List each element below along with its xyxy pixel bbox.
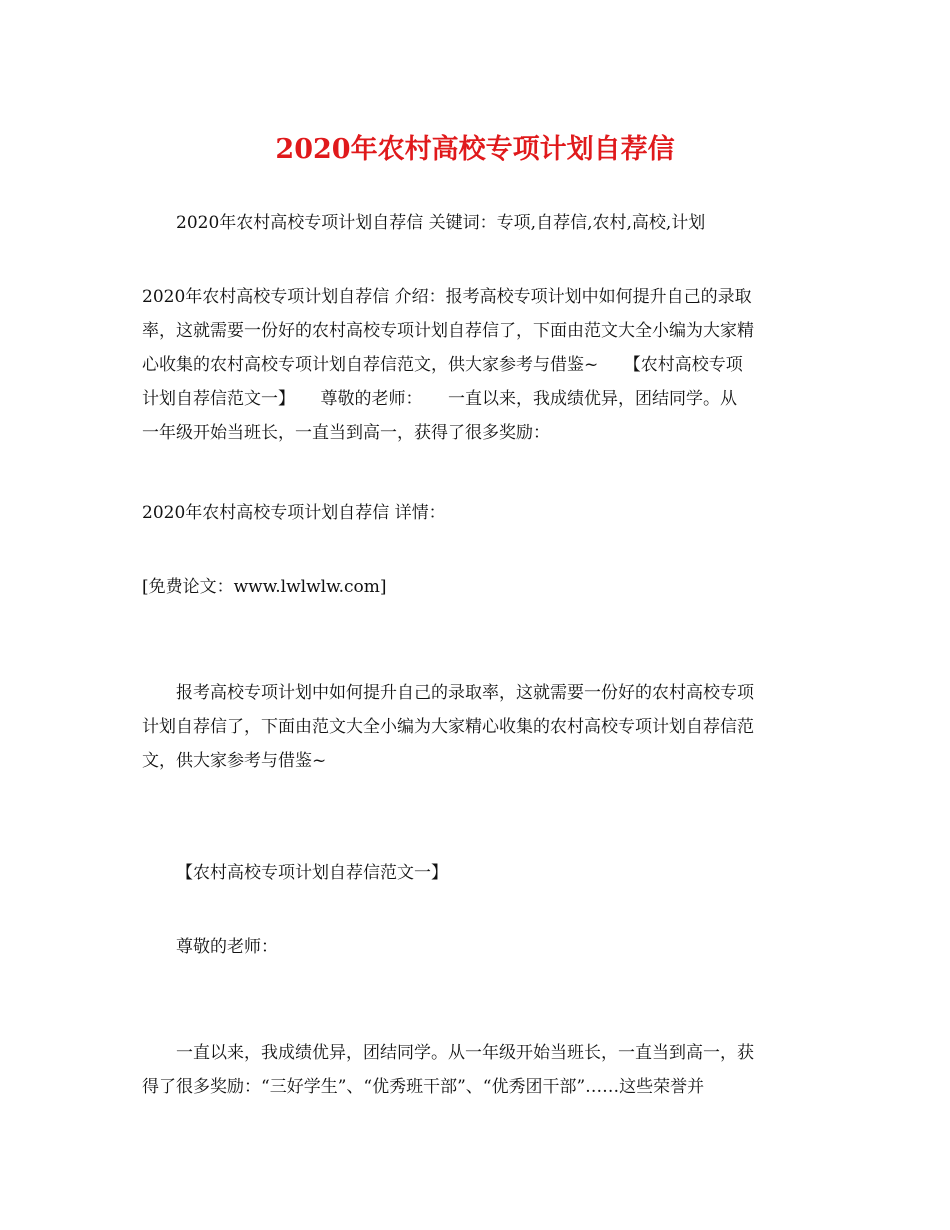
keywords-line: 2020年农村高校专项计划自荐信 关键词：专项,自荐信,农村,高校,计划 bbox=[176, 213, 706, 233]
paragraph-line: 计划自荐信了，下面由范文大全小编为大家精心收集的农村高校专项计划自荐信范 bbox=[142, 717, 754, 737]
document-title: 2020年农村高校专项计划自荐信 bbox=[275, 134, 675, 165]
intro-block bbox=[142, 280, 812, 450]
paragraph-line: 得了很多奖励：“三好学生”、“优秀班干部”、“优秀团干部”……这些荣誉并 bbox=[142, 1077, 705, 1097]
section-heading-block bbox=[142, 856, 812, 890]
paragraph-1 bbox=[142, 676, 812, 778]
intro-line: 一年级开始当班长，一直当到高一，获得了很多奖励： bbox=[142, 423, 550, 443]
intro-line: 心收集的农村高校专项计划自荐信范文，供大家参考与借鉴~ 【农村高校专项 bbox=[142, 355, 743, 375]
source-block bbox=[142, 570, 812, 604]
keywords-block bbox=[142, 206, 812, 240]
details-block bbox=[142, 496, 812, 530]
section-heading: 【农村高校专项计划自荐信范文一】 bbox=[176, 863, 448, 883]
paragraph-2 bbox=[142, 1036, 812, 1104]
details-line: 2020年农村高校专项计划自荐信 详情： bbox=[142, 503, 446, 523]
paragraph-line: 报考高校专项计划中如何提升自己的录取率，这就需要一份好的农村高校专项 bbox=[176, 683, 754, 703]
intro-line: 2020年农村高校专项计划自荐信 介绍：报考高校专项计划中如何提升自己的录取 bbox=[142, 287, 752, 307]
intro-line: 率，这就需要一份好的农村高校专项计划自荐信了，下面由范文大全小编为大家精 bbox=[142, 321, 754, 341]
paragraph-line: 一直以来，我成绩优异，团结同学。从一年级开始当班长，一直当到高一，获 bbox=[176, 1043, 754, 1063]
salutation-block bbox=[142, 930, 812, 964]
source-line: [免费论文：www.lwlwlw.com] bbox=[142, 577, 387, 597]
paragraph-line: 文，供大家参考与借鉴~ bbox=[142, 751, 327, 771]
salutation: 尊敬的老师： bbox=[176, 937, 278, 957]
intro-line: 计划自荐信范文一】 尊敬的老师： 一直以来，我成绩优异，团结同学。从 bbox=[142, 389, 737, 409]
